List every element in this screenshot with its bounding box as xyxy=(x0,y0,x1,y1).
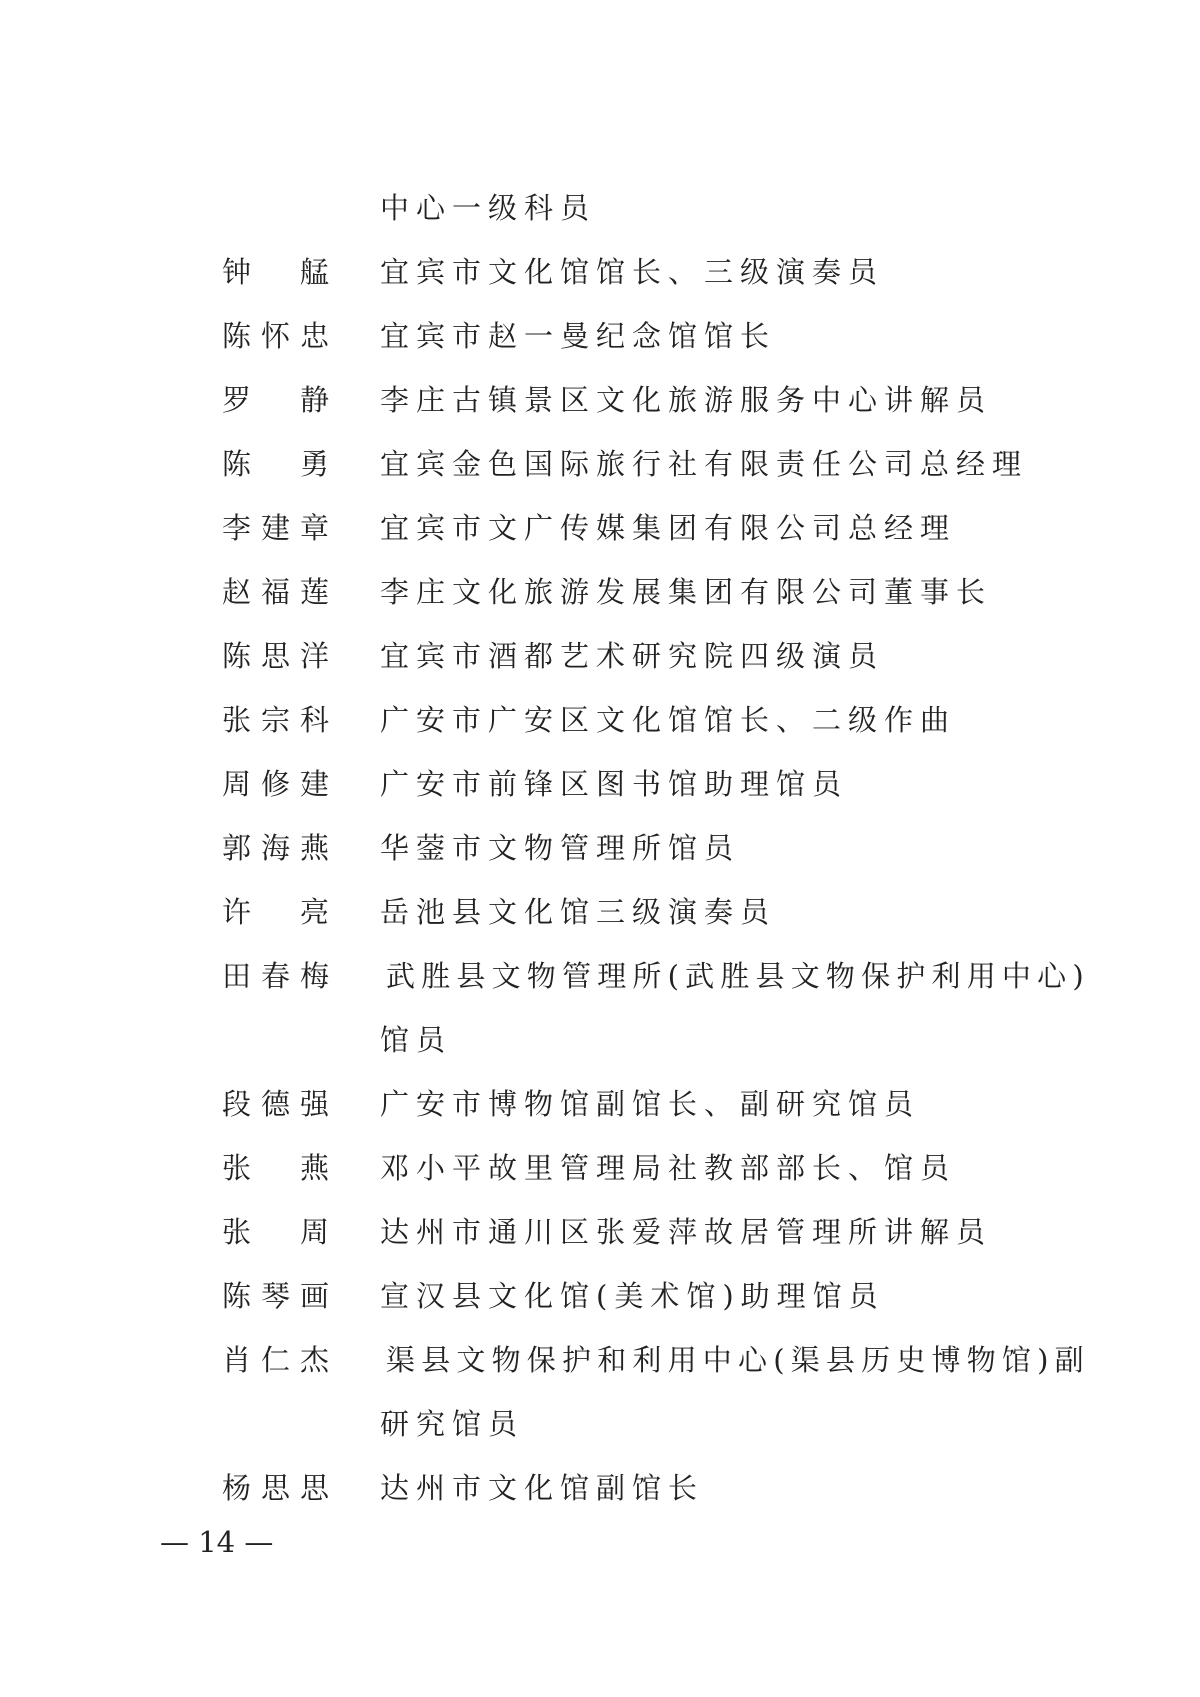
person-name: 郭海燕 xyxy=(222,831,340,865)
person-name: 肖仁杰 xyxy=(222,1343,340,1377)
person-name: 陈思洋 xyxy=(222,639,340,673)
list-item xyxy=(0,700,1200,764)
list-item xyxy=(0,380,1200,444)
list-item xyxy=(0,444,1200,508)
list-item xyxy=(0,1084,1200,1148)
list-item xyxy=(0,764,1200,828)
person-name: 段德强 xyxy=(222,1087,340,1121)
list-item xyxy=(0,1148,1200,1212)
person-name: 钟 艋 xyxy=(222,255,340,289)
person-title: 宜宾市文广传媒集团有限公司总经理 xyxy=(380,511,957,545)
person-name: 张 周 xyxy=(222,1215,340,1249)
list-item xyxy=(0,1212,1200,1276)
list-item xyxy=(0,956,1200,1084)
person-title-continued: 研究馆员 xyxy=(380,1407,525,1441)
person-name: 李建章 xyxy=(222,511,340,545)
person-title: 李庄文化旅游发展集团有限公司董事长 xyxy=(380,575,993,609)
list-item xyxy=(0,572,1200,636)
list-item xyxy=(0,508,1200,572)
list-item xyxy=(0,636,1200,700)
person-name: 罗 静 xyxy=(222,383,340,417)
person-title: 岳池县文化馆三级演奏员 xyxy=(380,895,777,929)
person-title: 宜宾市赵一曼纪念馆馆长 xyxy=(380,319,777,353)
person-title: 达州市通川区张爱萍故居管理所讲解员 xyxy=(380,1215,993,1249)
person-title: 宜宾金色国际旅行社有限责任公司总经理 xyxy=(380,447,1029,481)
person-name: 许 亮 xyxy=(222,895,340,929)
page-number: — 14 — xyxy=(160,1525,274,1559)
person-title-continued: 馆员 xyxy=(380,1023,453,1057)
person-title: 华蓥市文物管理所馆员 xyxy=(380,831,741,865)
person-title: 广安市博物馆副馆长、副研究馆员 xyxy=(380,1087,921,1121)
person-title: 宣汉县文化馆(美术馆)助理馆员 xyxy=(380,1279,885,1313)
person-title: 广安市前锋区图书馆助理馆员 xyxy=(380,767,849,801)
person-title: 达州市文化馆副馆长 xyxy=(380,1471,705,1505)
person-name: 陈琴画 xyxy=(222,1279,340,1313)
person-title: 武胜县文物管理所(武胜县文物保护利用中心) xyxy=(386,959,1090,993)
person-title: 李庄古镇景区文化旅游服务中心讲解员 xyxy=(380,383,993,417)
person-name: 张 燕 xyxy=(222,1151,340,1185)
list-item xyxy=(0,1340,1200,1468)
list-item xyxy=(0,892,1200,956)
list-item xyxy=(0,316,1200,380)
person-name: 杨思思 xyxy=(222,1471,340,1505)
person-name: 赵福莲 xyxy=(222,575,340,609)
person-title: 广安市广安区文化馆馆长、二级作曲 xyxy=(380,703,957,737)
person-title: 宜宾市酒都艺术研究院四级演员 xyxy=(380,639,885,673)
list-item xyxy=(0,252,1200,316)
person-title: 宜宾市文化馆馆长、三级演奏员 xyxy=(380,255,885,289)
person-title: 邓小平故里管理局社教部部长、馆员 xyxy=(380,1151,957,1185)
list-item xyxy=(0,1276,1200,1340)
person-name: 田春梅 xyxy=(222,959,340,993)
continued-title-line: 中心一级科员 xyxy=(380,191,597,225)
person-name: 陈怀忠 xyxy=(222,319,340,353)
person-title: 渠县文物保护和利用中心(渠县历史博物馆)副 xyxy=(386,1343,1090,1377)
person-name: 陈 勇 xyxy=(222,447,340,481)
person-name: 周修建 xyxy=(222,767,340,801)
person-name: 张宗科 xyxy=(222,703,340,737)
list-item xyxy=(0,828,1200,892)
